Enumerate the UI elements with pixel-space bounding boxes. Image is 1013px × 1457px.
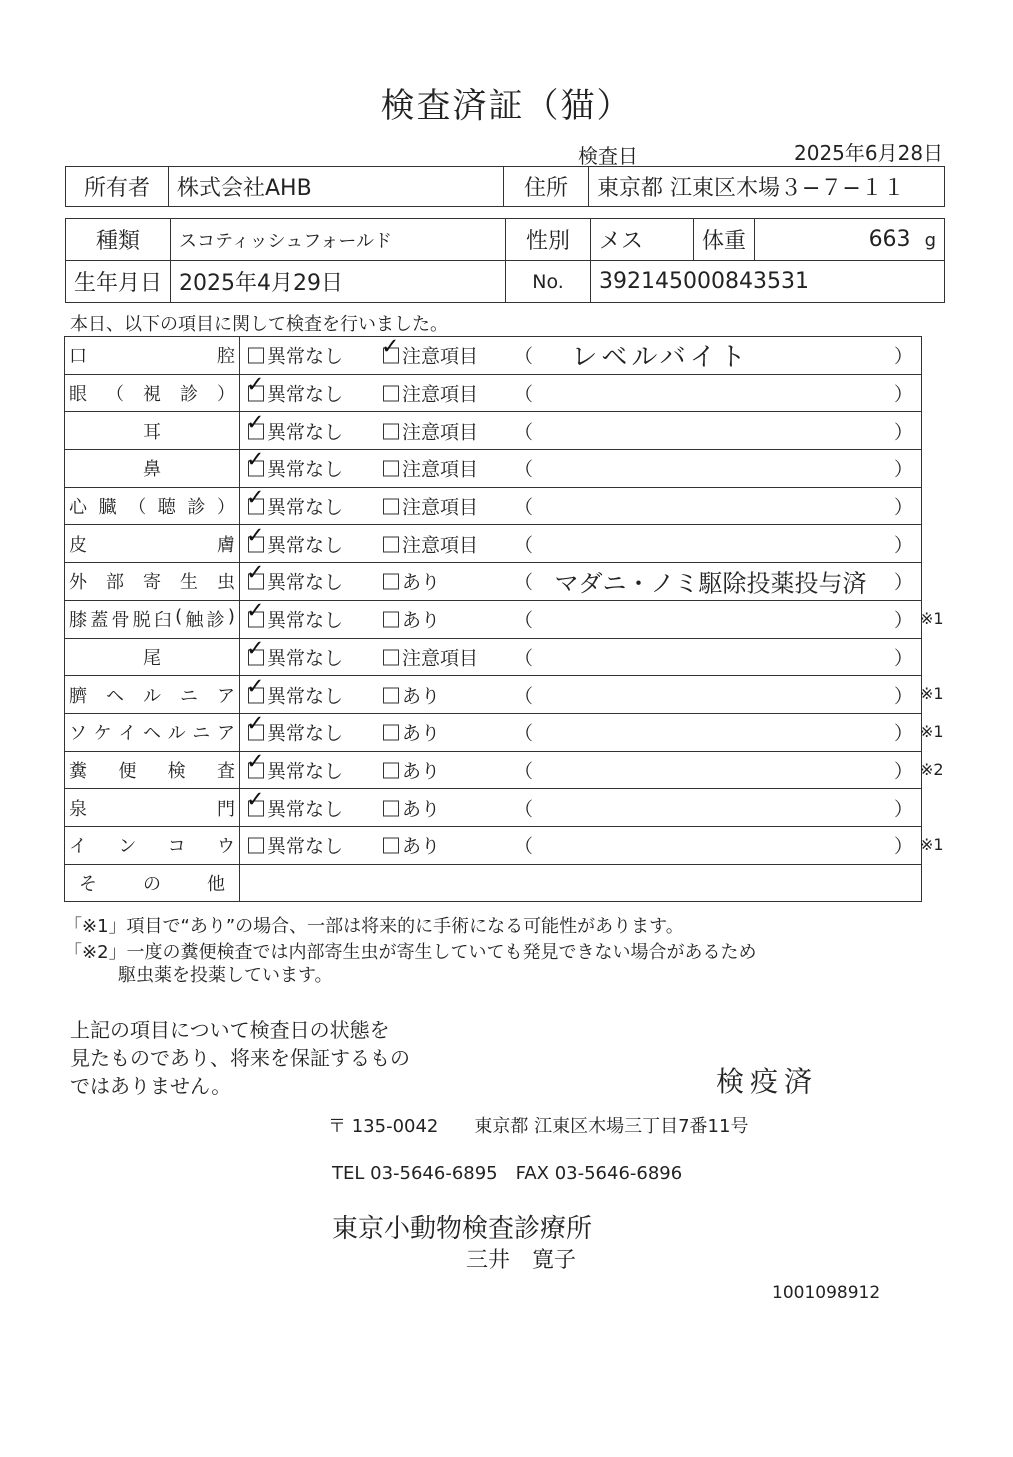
option-abnormal[interactable] bbox=[383, 643, 478, 670]
inspection-row bbox=[65, 789, 922, 827]
inspection-options-cell bbox=[240, 826, 922, 864]
inspection-row bbox=[65, 487, 922, 525]
veterinarian-name: 三井 寛子 bbox=[466, 1248, 577, 1273]
paren-open: （ bbox=[514, 496, 534, 519]
birth-value: 2025年4月29日 bbox=[171, 261, 506, 303]
inspection-item-label: 尾 bbox=[143, 647, 161, 669]
inspection-note: レベルバイト bbox=[571, 342, 750, 373]
option-abnormal[interactable] bbox=[383, 606, 440, 633]
inspection-date-value: 2025年6月28日 bbox=[794, 141, 944, 165]
footnote-1: 「※1」項目で“あり”の場合、一部は将来的に手術になる可能性があります。 bbox=[64, 916, 684, 937]
inspection-item-label: 外 部 寄 生 虫 bbox=[69, 572, 235, 594]
paren-close: ） bbox=[893, 345, 913, 368]
checkbox-icon[interactable] bbox=[383, 838, 399, 854]
inspection-row bbox=[65, 374, 922, 412]
option-normal-label: 異常なし bbox=[267, 647, 344, 670]
inspection-row bbox=[65, 600, 922, 638]
option-normal-label: 異常なし bbox=[267, 421, 344, 444]
checkbox-icon[interactable] bbox=[248, 423, 264, 439]
option-normal-label: 異常なし bbox=[267, 383, 344, 406]
paren-open: （ bbox=[514, 571, 534, 594]
inspection-item-label: 臍 ヘ ル ニ ア bbox=[69, 685, 235, 707]
paren-open: （ bbox=[514, 421, 534, 444]
checkbox-icon[interactable] bbox=[383, 461, 399, 477]
inspection-row bbox=[65, 826, 922, 864]
option-normal[interactable] bbox=[248, 455, 343, 482]
option-normal-label: 異常なし bbox=[267, 496, 344, 519]
footnote-mark: ※1 bbox=[920, 722, 944, 741]
inspection-options-cell bbox=[240, 638, 922, 676]
inspection-item-label: 泉 門 bbox=[69, 798, 235, 820]
inspection-item-cell bbox=[65, 487, 240, 525]
inspection-item-cell bbox=[65, 563, 240, 601]
option-normal-label: 異常なし bbox=[267, 685, 344, 708]
inspection-options-cell bbox=[240, 563, 922, 601]
inspection-table bbox=[64, 336, 922, 902]
paren-close: ） bbox=[893, 421, 913, 444]
owner-value: 株式会社AHB bbox=[169, 167, 504, 207]
checkbox-icon[interactable] bbox=[248, 725, 264, 741]
number-label: No. bbox=[506, 261, 591, 303]
breed-value: スコティッシュフォールド bbox=[171, 219, 506, 261]
paren-close: ） bbox=[893, 798, 913, 821]
checkbox-icon[interactable] bbox=[248, 762, 264, 778]
inspection-item-label: 心 臓 （ 聴 診 ） bbox=[69, 497, 235, 519]
paren-close: ） bbox=[893, 647, 913, 670]
option-normal-label: 異常なし bbox=[267, 722, 344, 745]
option-normal[interactable] bbox=[248, 380, 343, 407]
checkbox-icon[interactable] bbox=[248, 574, 264, 590]
inspection-options-cell bbox=[240, 450, 922, 488]
paren-close: ） bbox=[893, 571, 913, 594]
checkbox-icon[interactable] bbox=[383, 649, 399, 665]
footnote-mark: ※1 bbox=[920, 609, 944, 628]
address-value: 東京都 江東区木場３−７−１１ bbox=[589, 167, 945, 207]
inspection-options-cell bbox=[240, 525, 922, 563]
inspection-item-label: 耳 bbox=[143, 421, 161, 443]
option-normal[interactable] bbox=[248, 606, 343, 633]
checkbox-icon[interactable] bbox=[248, 461, 264, 477]
option-abnormal[interactable] bbox=[383, 380, 478, 407]
inspection-item-label: 鼻 bbox=[143, 459, 161, 481]
inspection-item-cell bbox=[65, 412, 240, 450]
inspection-item-cell bbox=[65, 374, 240, 412]
footnote-mark: ※2 bbox=[920, 760, 944, 779]
inspection-item-cell bbox=[65, 337, 240, 375]
birth-label: 生年月日 bbox=[66, 261, 171, 303]
paren-open: （ bbox=[514, 534, 534, 557]
statement-line-3: ではありません。 bbox=[70, 1074, 232, 1098]
breed-label: 種類 bbox=[66, 219, 171, 261]
statement-line-1: 上記の項目について検査日の状態を bbox=[70, 1018, 390, 1042]
checkbox-icon[interactable] bbox=[248, 386, 264, 402]
paren-open: （ bbox=[514, 722, 534, 745]
checkbox-icon[interactable] bbox=[383, 348, 399, 364]
inspection-item-cell bbox=[65, 676, 240, 714]
checkbox-icon[interactable] bbox=[383, 725, 399, 741]
option-abnormal-label: あり bbox=[402, 685, 441, 708]
inspection-item-label: 皮 膚 bbox=[69, 534, 235, 556]
inspection-options-cell bbox=[240, 789, 922, 827]
option-normal-label: 異常なし bbox=[267, 798, 344, 821]
inspection-options-cell bbox=[240, 600, 922, 638]
option-abnormal[interactable] bbox=[383, 342, 478, 369]
inspection-row bbox=[65, 337, 922, 375]
option-normal[interactable] bbox=[248, 643, 343, 670]
option-abnormal-label: 注意項目 bbox=[402, 345, 479, 368]
option-abnormal-label: 注意項目 bbox=[402, 458, 479, 481]
footnote-mark: ※1 bbox=[920, 835, 944, 854]
checkbox-icon[interactable] bbox=[383, 499, 399, 515]
paren-close: ） bbox=[893, 383, 913, 406]
paren-close: ） bbox=[893, 534, 913, 557]
paren-open: （ bbox=[514, 760, 534, 783]
option-normal-label: 異常なし bbox=[267, 609, 344, 632]
option-abnormal-label: 注意項目 bbox=[402, 534, 479, 557]
option-abnormal[interactable] bbox=[383, 417, 478, 444]
option-abnormal-label: あり bbox=[402, 722, 441, 745]
footnote-mark: ※1 bbox=[920, 684, 944, 703]
option-normal[interactable] bbox=[248, 417, 343, 444]
clinic-address: 〒 135-0042 東京都 江東区木場三丁目7番11号 bbox=[328, 1116, 749, 1137]
weight-cell bbox=[755, 219, 945, 261]
inspection-item-label: 膝 蓋 骨 脱 臼 ( 触 診 ) bbox=[69, 606, 235, 632]
option-abnormal-label: 注意項目 bbox=[402, 647, 479, 670]
inspection-item-cell bbox=[65, 789, 240, 827]
clinic-name: 東京小動物検査診療所 bbox=[332, 1214, 593, 1244]
option-abnormal-label: 注意項目 bbox=[402, 421, 479, 444]
sex-value: メス bbox=[591, 219, 694, 261]
document-title: 検査済証（猫） bbox=[380, 86, 633, 126]
paren-open: （ bbox=[514, 835, 534, 858]
option-abnormal[interactable] bbox=[383, 455, 478, 482]
inspection-row bbox=[65, 676, 922, 714]
footnote-2-line2: 駆虫薬を投薬しています。 bbox=[118, 965, 333, 986]
paren-open: （ bbox=[514, 798, 534, 821]
option-abnormal[interactable] bbox=[383, 794, 440, 821]
inspection-row bbox=[65, 450, 922, 488]
paren-open: （ bbox=[514, 383, 534, 406]
inspection-options-cell bbox=[240, 337, 922, 375]
intro-text: 本日、以下の項目に関して検査を行いました。 bbox=[70, 314, 448, 335]
inspection-options-cell bbox=[240, 412, 922, 450]
option-abnormal[interactable] bbox=[383, 719, 440, 746]
checkbox-icon[interactable] bbox=[248, 499, 264, 515]
inspection-item-cell bbox=[65, 751, 240, 789]
option-normal[interactable] bbox=[248, 342, 343, 369]
inspection-row bbox=[65, 563, 922, 601]
option-normal-label: 異常なし bbox=[267, 835, 344, 858]
checkbox-icon[interactable] bbox=[248, 649, 264, 665]
sex-label: 性別 bbox=[506, 219, 591, 261]
option-normal-label: 異常なし bbox=[267, 760, 344, 783]
other-item-cell bbox=[65, 864, 240, 902]
option-normal[interactable] bbox=[248, 681, 343, 708]
option-abnormal-label: あり bbox=[402, 571, 441, 594]
paren-close: ） bbox=[893, 760, 913, 783]
weight-value: 663 bbox=[868, 227, 911, 252]
inspection-item-cell bbox=[65, 450, 240, 488]
paren-open: （ bbox=[514, 609, 534, 632]
paren-close: ） bbox=[893, 458, 913, 481]
inspection-row bbox=[65, 412, 922, 450]
paren-open: （ bbox=[514, 458, 534, 481]
option-normal[interactable] bbox=[248, 493, 343, 520]
paren-open: （ bbox=[514, 647, 534, 670]
paren-close: ） bbox=[893, 609, 913, 632]
option-normal[interactable] bbox=[248, 756, 343, 783]
other-notes-cell[interactable] bbox=[240, 864, 922, 902]
owner-label: 所有者 bbox=[66, 167, 169, 207]
inspection-item-cell bbox=[65, 600, 240, 638]
inspection-options-cell bbox=[240, 713, 922, 751]
disclaimer-statement bbox=[70, 1016, 410, 1100]
option-normal[interactable] bbox=[248, 832, 343, 859]
checkbox-icon[interactable] bbox=[383, 423, 399, 439]
inspection-item-label: イ ン コ ウ bbox=[69, 836, 235, 858]
checkbox-icon[interactable] bbox=[383, 386, 399, 402]
option-abnormal[interactable] bbox=[383, 493, 478, 520]
inspection-item-label: 糞 便 検 査 bbox=[69, 760, 235, 782]
checkbox-icon[interactable] bbox=[383, 612, 399, 628]
clinic-phone-fax: TEL 03-5646-6895 FAX 03-5646-6896 bbox=[332, 1163, 683, 1184]
checkbox-icon[interactable] bbox=[383, 800, 399, 816]
option-normal-label: 異常なし bbox=[267, 345, 344, 368]
checkbox-icon[interactable] bbox=[383, 762, 399, 778]
option-abnormal-label: 注意項目 bbox=[402, 496, 479, 519]
weight-label: 体重 bbox=[694, 219, 755, 261]
option-abnormal[interactable] bbox=[383, 681, 440, 708]
other-item-label: そ の 他 bbox=[79, 873, 225, 895]
inspection-options-cell bbox=[240, 374, 922, 412]
inspection-item-cell bbox=[65, 713, 240, 751]
inspection-item-label: 口 腔 bbox=[69, 346, 235, 368]
inspection-options-cell bbox=[240, 487, 922, 525]
option-normal-label: 異常なし bbox=[267, 571, 344, 594]
inspection-row bbox=[65, 525, 922, 563]
number-value: 392145000843531 bbox=[591, 261, 945, 303]
quarantine-stamp: 検疫済 bbox=[716, 1065, 819, 1098]
checkbox-icon[interactable] bbox=[248, 687, 264, 703]
inspection-row bbox=[65, 713, 922, 751]
option-abnormal-label: あり bbox=[402, 835, 441, 858]
checkbox-icon[interactable] bbox=[383, 687, 399, 703]
paren-close: ） bbox=[893, 722, 913, 745]
weight-unit: g bbox=[924, 230, 936, 251]
option-normal[interactable] bbox=[248, 530, 343, 557]
inspection-options-cell bbox=[240, 751, 922, 789]
serial-number: 1001098912 bbox=[772, 1283, 881, 1303]
statement-line-2: 見たものであり、将来を保証するもの bbox=[70, 1046, 410, 1070]
inspection-item-cell bbox=[65, 525, 240, 563]
paren-close: ） bbox=[893, 685, 913, 708]
checkbox-icon[interactable] bbox=[248, 348, 264, 364]
option-abnormal[interactable] bbox=[383, 832, 440, 859]
option-abnormal-label: あり bbox=[402, 798, 441, 821]
inspection-item-cell bbox=[65, 826, 240, 864]
option-normal[interactable] bbox=[248, 719, 343, 746]
inspection-item-label: ソ ケ イ ヘ ル ニ ア bbox=[69, 723, 235, 745]
paren-close: ） bbox=[893, 835, 913, 858]
inspection-options-cell bbox=[240, 676, 922, 714]
paren-close: ） bbox=[893, 496, 913, 519]
inspection-row bbox=[65, 638, 922, 676]
paren-open: （ bbox=[514, 685, 534, 708]
inspection-item-label: 眼 （ 視 診 ） bbox=[69, 384, 235, 406]
checkbox-icon[interactable] bbox=[248, 838, 264, 854]
option-normal[interactable] bbox=[248, 568, 343, 595]
inspection-date-label: 検査日 bbox=[578, 144, 638, 168]
option-abnormal-label: あり bbox=[402, 760, 441, 783]
option-abnormal[interactable] bbox=[383, 530, 478, 557]
option-normal-label: 異常なし bbox=[267, 458, 344, 481]
paren-open: （ bbox=[514, 345, 534, 368]
address-label: 住所 bbox=[504, 167, 589, 207]
animal-table bbox=[65, 218, 945, 303]
owner-table bbox=[65, 166, 945, 207]
inspection-row-other bbox=[65, 864, 922, 902]
option-normal[interactable] bbox=[248, 794, 343, 821]
inspection-row bbox=[65, 751, 922, 789]
checkbox-icon[interactable] bbox=[383, 574, 399, 590]
checkbox-icon[interactable] bbox=[248, 800, 264, 816]
option-abnormal-label: 注意項目 bbox=[402, 383, 479, 406]
inspection-note: マダニ・ノミ駆除投薬投与済 bbox=[554, 569, 867, 598]
option-abnormal-label: あり bbox=[402, 609, 441, 632]
checkbox-icon[interactable] bbox=[383, 536, 399, 552]
option-abnormal[interactable] bbox=[383, 756, 440, 783]
checkbox-icon[interactable] bbox=[248, 536, 264, 552]
checkbox-icon[interactable] bbox=[248, 612, 264, 628]
option-normal-label: 異常なし bbox=[267, 534, 344, 557]
inspection-item-cell bbox=[65, 638, 240, 676]
footnote-2-line1: 「※2」一度の糞便検査では内部寄生虫が寄生していても発見できない場合があるため bbox=[64, 942, 757, 963]
option-abnormal[interactable] bbox=[383, 568, 440, 595]
